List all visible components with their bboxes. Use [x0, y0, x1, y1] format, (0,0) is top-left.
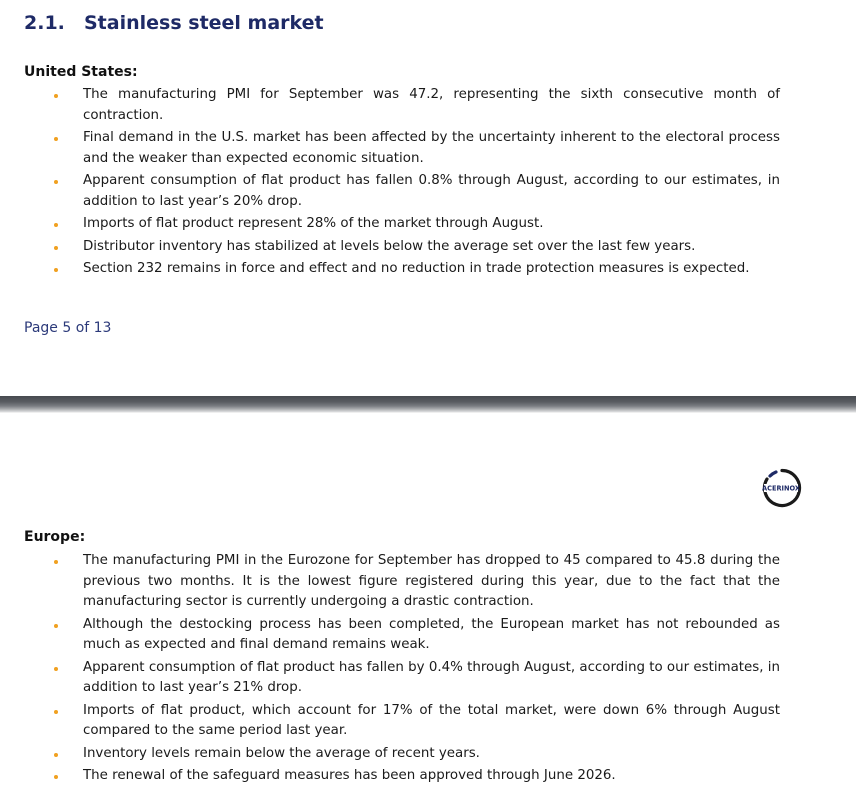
bullet-marker — [54, 137, 58, 141]
document-page-top — [0, 0, 856, 396]
bullet-item — [52, 128, 780, 169]
bullet-item — [52, 237, 780, 258]
bullet-text: Section 232 remains in force and effect and no reduction in trade protection measures is expected. — [83, 261, 750, 276]
bullet-marker — [54, 246, 58, 250]
bullet-marker — [54, 223, 58, 227]
bullet-text: Final demand in the U.S. market has been affected by the uncertainty inherent to the electoral process and the weaker than expected economic situation. — [83, 130, 780, 166]
bullet-text: Apparent consumption of flat product has fallen by 0.4% through August, according to our estimates, in addition to last year’s 21% drop. — [83, 659, 780, 695]
bullet-list-europe — [52, 551, 780, 789]
bullet-marker — [54, 560, 58, 564]
bullet-text: Apparent consumption of flat product has fallen 0.8% through August, according to our estimates, in addition to last year’s 20% drop. — [83, 173, 780, 209]
bullet-item — [52, 85, 780, 126]
bullet-marker — [54, 667, 58, 671]
section-heading — [24, 12, 324, 34]
region-label-united-states: United States: — [24, 64, 138, 80]
bullet-marker — [54, 94, 58, 98]
bullet-marker — [54, 753, 58, 757]
bullet-item — [52, 259, 780, 280]
bullet-text: Distributor inventory has stabilized at levels below the average set over the last few years. — [83, 238, 696, 254]
bullet-marker — [54, 268, 58, 272]
bullet-item — [52, 766, 780, 787]
region-label-europe: Europe: — [24, 529, 86, 545]
page-number: Page 5 of 13 — [24, 320, 112, 336]
bullet-marker — [54, 775, 58, 779]
bullet-item — [52, 171, 780, 212]
bullet-item — [52, 744, 780, 765]
bullet-item — [52, 701, 780, 742]
section-number: 2.1. — [24, 12, 65, 34]
bullet-item — [52, 551, 780, 613]
logo-text: ACERINOX — [762, 484, 800, 493]
bullet-marker — [54, 710, 58, 714]
bullet-marker — [54, 624, 58, 628]
acerinox-logo — [762, 468, 802, 508]
page-separator — [0, 396, 856, 413]
bullet-text: Imports of flat product, which account for 17% of the total market, were down 6% through August compared to the same period last year. — [83, 702, 780, 738]
bullet-item — [52, 658, 780, 699]
bullet-item — [52, 214, 780, 235]
bullet-marker — [54, 180, 58, 184]
section-title: Stainless steel market — [84, 12, 324, 34]
document-page-bottom — [0, 413, 856, 802]
bullet-text: Imports of flat product represent 28% of the market through August. — [83, 216, 544, 231]
bullet-item — [52, 615, 780, 656]
bullet-text: The manufacturing PMI for September was 47.2, representing the sixth consecutive month of contraction. — [83, 87, 780, 123]
bullet-text: The renewal of the safeguard measures has been approved through June 2026. — [83, 768, 616, 783]
bullet-text: The manufacturing PMI in the Eurozone for September has dropped to 45 compared to 45.8 during the previous two months. It is the lowest figure registered during this year, due to the fact that the manufacturing sector is currently undergoing a drastic contraction. — [83, 553, 780, 609]
bullet-list-united-states — [52, 85, 780, 282]
bullet-text: Inventory levels remain below the average of recent years. — [83, 745, 480, 761]
bullet-text: Although the destocking process has been completed, the European market has not rebounded as much as expected and final demand remains weak. — [83, 616, 780, 652]
